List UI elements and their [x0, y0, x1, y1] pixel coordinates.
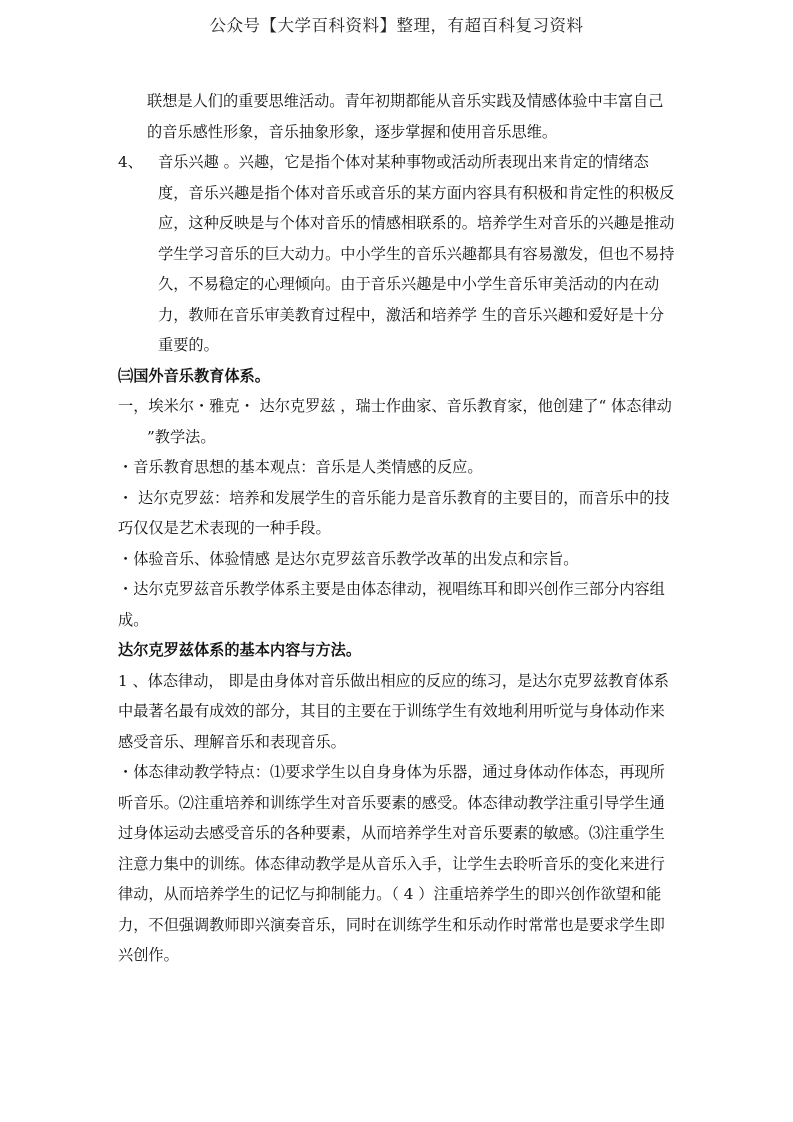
bullet-dalcroze-goal: ・ 达尔克罗兹：培养和发展学生的音乐能力是音乐教育的主要目的，而音乐中的技巧仅仅是艺术表现的一种手段。	[118, 488, 670, 537]
page-header: 公众号【大学百科资料】整理，有超百科复习资料	[209, 16, 584, 35]
section-heading-dalcroze-methods: 达尔克罗兹体系的基本内容与方法。	[118, 641, 361, 659]
bullet-eurhythmics-features: ・体态律动教学特点：⑴要求学生以自身身体为乐器，通过身体动作体态，再现所听音乐。⑵注重培养和训练学生对音乐要素的感受。体态律动教学注重引导学生通过身体运动去感受音乐的各种要素，从而培养学生对音乐要素的敏感。⑶注重学生注意力集中的训练。体态律动教学是从音乐入手，让学生去聆听音乐的变化来进行律动，从而培养学生的记忆与抑制能力。（ 4 ）注重培养学生的即兴创作欲望和能力，不但强调教师即兴演奏音乐，同时在训练学生和乐动作时常常也是要求学生即兴创作。	[118, 763, 665, 964]
section-heading-foreign-systems: ㈢国外音乐教育体系。	[118, 366, 270, 385]
item-number: 4、	[118, 153, 143, 171]
paragraph-dalcroze-intro: 一，埃米尔・雅克・ 达尔克罗兹 ，瑞士作曲家、音乐教育家，他创建了“ 体态律动 ”教学法。	[118, 397, 672, 446]
paragraph-eurhythmics: 1 、体态律动， 即是由身体对音乐做出相应的反应的练习，是达尔克罗兹教育体系中最著名最有成效的部分，其目的主要在于训练学生有效地利用听觉与身体动作来感受音乐、理解音乐和表现音乐。	[118, 671, 669, 751]
document-body	[118, 86, 678, 971]
bullet-experience-music: ・体验音乐、体验情感 是达尔克罗兹音乐教学改革的出发点和宗旨。	[118, 549, 579, 568]
numbered-item-music-interest	[118, 147, 678, 361]
bullet-system-composition: ・达尔克罗兹音乐教学体系主要是由体态律动，视唱练耳和即兴创作三部分内容组成。	[118, 580, 665, 629]
bullet-basic-view: ・音乐教育思想的基本观点：音乐是人类情感的反应。	[118, 458, 483, 476]
paragraph-music-interest: 音乐兴趣 。兴趣，它是指个体对某种事物或活动所表现出来肯定的情绪态度，音乐兴趣是指个体对音乐或音乐的某方面内容具有积极和肯定性的积极反应，这种反映是与个体对音乐的情感相联系的。培养学生对音乐的兴趣是推动学生学习音乐的巨大动力。中小学生的音乐兴趣都具有容易激发，但也不易持久，不易稳定的心理倾向。由于音乐兴趣是中小学生音乐审美活动的内在动力，教师在音乐审美教育过程中，激活和培养学 生的音乐兴趣和爱好是十分重要的。	[158, 153, 675, 354]
paragraph-association: 联想是人们的重要思维活动。青年初期都能从音乐实践及情感体验中丰富自己的音乐感性形象，音乐抽象形象，逐步掌握和使用音乐思维。	[147, 92, 664, 141]
